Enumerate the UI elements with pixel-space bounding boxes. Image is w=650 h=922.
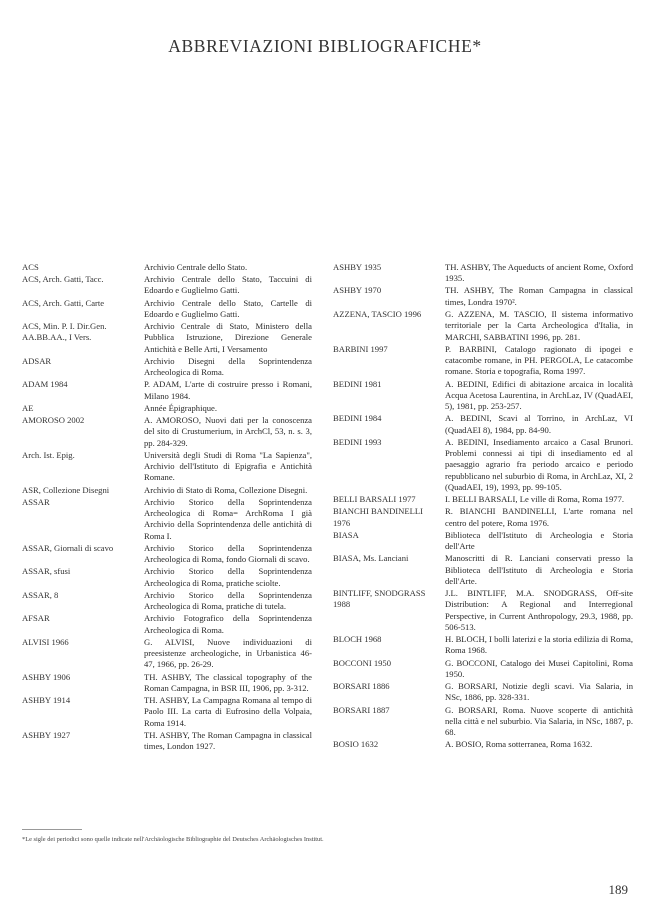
entry-description: TH. ASHBY, The Roman Campagna in classical times, Londra 1970². [445,285,633,307]
entry-description: Archivio Fotografico della Soprintendenza Archeologica di Roma. [144,613,312,635]
bibliography-entry [333,285,633,308]
entry-abbreviation: AMOROSO 2002 [22,415,85,426]
entry-description: I. BELLI BARSALI, Le ville di Roma, Roma 1977. [445,494,625,505]
entry-description: A. BEDINI, Edifici di abitazione arcaica in località Acqua Acetosa Laurentina, in ArchLaz, IV (QuadAEI, 5), 1981, pp. 253-257. [445,378,633,412]
entry-description: Archivio Centrale dello Stato. [144,262,248,272]
entry-abbreviation: ACS, Arch. Gatti, Carte [22,297,105,308]
entry-description: J.L. BINTLIFF, M.A. SNODGRASS, Off-site Distribution: A Regional and Interregional Perspective, in Current Anthropology, 29.3, 1988, pp. 506-513. [445,588,633,632]
entry-abbreviation: BEDINI 1993 [333,436,382,447]
bibliography-entry [22,543,312,566]
bibliography-entry [333,379,633,413]
entry-abbreviation: BIASA, Ms. Lanciani [333,553,409,564]
entry-description: G. BORSARI, Notizie degli scavi. Via Salaria, in NSc, 1886, pp. 328-331. [445,681,633,703]
entry-description: A. BOSIO, Roma sotterranea, Roma 1632. [445,739,593,750]
entry-abbreviation: ADAM 1984 [22,379,68,390]
entry-description: TH. ASHBY, La Campagna Romana al tempo di Paolo III. La carta di Eufrosino della Volpaia, Roma 1914. [144,695,312,728]
entry-description: Manoscritti di R. Lanciani conservati presso la Biblioteca dell'Istituto di Archeologia e Storia dell'Arte. [445,553,633,586]
entry-abbreviation: ASSAR, Giornali di scavo [22,542,114,553]
bibliography-entry [22,730,312,753]
entry-abbreviation: BIANCHI BANDINELLI 1976 [333,506,423,528]
entry-description: TH. ASHBY, The Roman Campagna in classical times, London 1927. [144,729,312,752]
bibliography-entry [333,344,633,378]
entry-abbreviation: BEDINI 1984 [333,413,382,424]
entry-description: H. BLOCH, I bolli laterizi e la storia edilizia di Roma, Roma 1968. [445,634,633,656]
entry-description: Archivio di Stato di Roma, Collezione Disegni. [144,484,308,495]
entry-description: Archivio Centrale dello Stato, Taccuini di Edoardo e Guglielmo Gatti. [144,274,312,296]
bibliography-entry [333,705,633,739]
entry-abbreviation: BORSARI 1886 [333,681,390,692]
bibliography-entry [22,274,312,297]
bibliography-entry [333,309,633,343]
page-number: 189 [608,882,628,897]
entry-description: Archivio Centrale dello Stato, Cartelle di Edoardo e Guglielmo Gatti. [144,297,312,319]
bibliography-entry [22,298,312,321]
bibliography-entry [333,262,633,285]
entry-description: Biblioteca dell'Istituto di Archeologia e Storia dell'Arte [445,529,633,552]
entry-abbreviation: BARBINI 1997 [333,343,388,354]
bibliography-entry [333,588,633,633]
bibliography-entry [333,739,633,750]
entry-description: TH. ASHBY, The Aqueducts of ancient Rome, Oxford 1935. [445,262,633,284]
bibliography-entry [22,450,312,484]
footnote: *Le sigle dei periodici sono quelle indicate nell'Archäologische Bibliographie del Deutsches Archäologisches Institut. [22,836,324,843]
abbreviations-column-right [333,262,633,752]
bibliography-entry [22,672,312,695]
entry-abbreviation: AFSAR [22,613,50,624]
bibliography-entry [22,485,312,496]
bibliography-entry [22,415,312,449]
abbreviations-column-left [22,262,312,753]
entry-description: Archivio Storico della Soprintendenza Archeologica di Roma, pratiche di tutela. [144,589,312,612]
bibliography-entry [333,681,633,704]
entry-description: Archivio Centrale di Stato, Ministero della Pubblica Istruzione, Direzione Generale Antichità e Belle Arti, I Versamento [144,321,312,354]
entry-abbreviation: BINTLIFF, SNODGRASS 1988 [333,588,426,610]
entry-abbreviation: ADSAR [22,355,52,366]
entry-description: G. BORSARI, Roma. Nuove scoperte di antichità nella città e nel suburbio. Via Salaria, in NSc, 1887, p. 68. [445,704,633,738]
entry-description: G. ALVISI, Nuove individuazioni di preesistenze archeologiche, in Urbanistica 46-47, 1966, pp. 26-29. [144,636,312,670]
entry-description: G. BOCCONI, Catalogo dei Musei Capitolini, Roma 1950. [445,657,633,679]
entry-abbreviation: BOSIO 1632 [333,739,379,750]
entry-abbreviation: BOCCONI 1950 [333,657,392,668]
entry-abbreviation: BORSARI 1887 [333,704,390,715]
entry-abbreviation: ACS [22,262,39,272]
entry-abbreviation: ASSAR, sfusi [22,566,71,577]
bibliography-entry [333,506,633,529]
entry-abbreviation: BLOCH 1968 [333,634,382,645]
entry-abbreviation: ASSAR, 8 [22,589,59,600]
entry-abbreviation: BIASA [333,529,359,540]
bibliography-entry [22,590,312,613]
bibliography-entry [333,658,633,681]
bibliography-entry [333,634,633,657]
entry-description: P. BARBINI, Catalogo ragionato di ipogei e catacombe romane, in PH. PERGOLA, Le catacombe romane. Storia e topografia, Roma 1997. [445,343,633,377]
entry-description: Archivio Storico della Soprintendenza Archeologica di Roma, pratiche sciolte. [144,566,312,588]
bibliography-entry [22,262,312,273]
entry-abbreviation: ASSAR [22,496,50,507]
entry-abbreviation: BELLI BARSALI 1977 [333,494,416,505]
entry-abbreviation: ASR, Collezione Disegni [22,484,110,495]
entry-abbreviation: ASHBY 1906 [22,671,71,682]
bibliography-entry [22,613,312,636]
entry-description: A. BEDINI, Scavi al Torrino, in ArchLaz, VI (QuadAEI 8), 1984, pp. 84-90. [445,413,633,435]
entry-abbreviation: ASHBY 1927 [22,729,71,740]
entry-description: R. BIANCHI BANDINELLI, L'arte romana nel centro del potere, Roma 1976. [445,506,633,528]
entry-abbreviation: ASHBY 1914 [22,695,71,706]
bibliography-entry [22,379,312,402]
entry-description: Archivio Storico della Soprintendenza Archeologica di Roma, fondo Giornali di scavo. [144,542,312,565]
bibliography-entry [22,403,312,414]
entry-abbreviation: AE [22,402,34,413]
entry-abbreviation: ACS, Arch. Gatti, Tacc. [22,274,104,285]
footnote-rule [22,829,82,830]
entry-abbreviation: Arch. Ist. Epig. [22,449,75,460]
bibliography-entry [22,695,312,729]
entry-abbreviation: ALVISI 1966 [22,636,69,647]
bibliography-entry [333,530,633,553]
page-title: ABBREVIAZIONI BIBLIOGRAFICHE* [168,36,482,56]
entry-description: A. BEDINI, Insediamento arcaico a Casal Brunori. Problemi connessi ai tipi di insediamento ed al paesaggio agrario fra periodo arcaico e periodo repubblicano nel suburbio di Roma, in ArchLaz, XI, 2 (QuadAEI, 19), 1993, pp. 99-105. [445,436,633,492]
bibliography-entry [22,497,312,542]
entry-description: Archivio Storico della Soprintendenza Archeologica di Roma= ArchRoma I già Archivio della Soprintendenza delle antichità di Roma I. [144,496,312,541]
bibliography-entry [22,321,312,355]
entry-abbreviation: ASHBY 1970 [333,285,382,296]
entry-abbreviation: BEDINI 1981 [333,378,382,389]
entry-description: Archivio Disegni della Soprintendenza Archeologica di Roma. [144,355,312,378]
bibliography-entry [22,356,312,379]
bibliography-entry [333,437,633,493]
bibliography-entry [333,494,633,505]
bibliography-entry [333,413,633,436]
entry-description: TH. ASHBY, The classical topography of the Roman Campagna, in BSR III, 1906, pp. 3-312. [144,671,312,693]
entry-description: Année Épigraphique. [144,402,218,413]
entry-abbreviation: ASHBY 1935 [333,262,382,272]
entry-abbreviation: ACS, Min. P. I. Dir.Gen. AA.BB.AA., I Vers. [22,321,107,343]
bibliography-entry [22,566,312,589]
bibliography-entry [333,553,633,587]
entry-description: P. ADAM, L'arte di costruire presso i Romani, Milano 1984. [144,379,312,401]
entry-description: A. AMOROSO, Nuovi dati per la conoscenza del sito di Crustumerium, in ArchCl, 53, n. s. 3, pp. 284-329. [144,415,312,448]
entry-description: Università degli Studi di Roma "La Sapienza", Archivio dell'Istituto di Epigrafia e Antichità Romane. [144,449,312,483]
entry-abbreviation: AZZENA, TASCIO 1996 [333,308,422,319]
entry-description: G. AZZENA, M. TASCIO, Il sistema informativo territoriale per la Carta Archeologica d'Italia, in MARCHI, SABBATINI 1996, pp. 281. [445,308,633,342]
bibliography-entry [22,637,312,671]
